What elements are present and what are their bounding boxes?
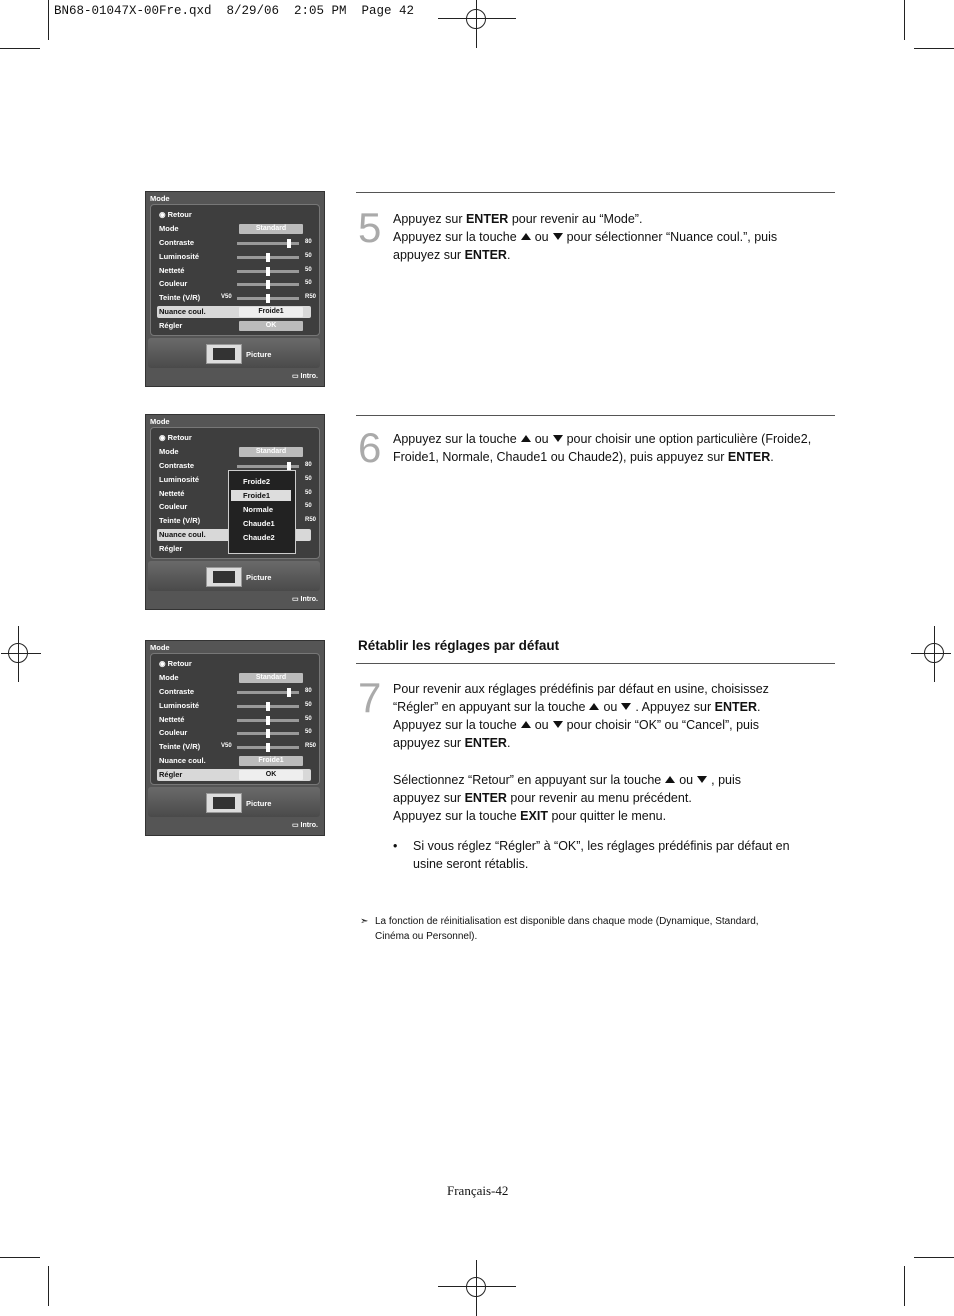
luminosite-value: 50 — [305, 253, 312, 259]
dropdown-option[interactable]: Normale — [243, 505, 274, 514]
section-heading: Rétablir les réglages par défaut — [358, 638, 560, 653]
teinte-v: V50 — [221, 294, 232, 300]
menu-luminosite[interactable]: Luminosité — [159, 475, 200, 484]
step-number: 6 — [358, 424, 382, 471]
regler-value: OK — [239, 321, 303, 331]
couleur-value: 50 — [305, 280, 312, 286]
menu-retour[interactable]: ◉ Retour — [159, 210, 192, 219]
menu-regler[interactable]: Régler — [159, 770, 183, 779]
luminosite-value: 50 — [305, 476, 312, 482]
up-arrow-icon — [521, 435, 531, 442]
up-arrow-icon — [521, 233, 531, 240]
tv-menu-screen-1 — [145, 191, 325, 387]
note-arrow-icon: ➣ — [360, 916, 369, 927]
couleur-value: 50 — [305, 729, 312, 735]
menu-nettete[interactable]: Netteté — [159, 489, 185, 498]
menu-nuance[interactable]: Nuance coul. — [159, 530, 206, 539]
luminosite-value: 50 — [305, 702, 312, 708]
menu-teinte[interactable]: Teinte (V/R) — [159, 516, 201, 525]
crop-mark — [0, 1257, 40, 1258]
menu-title: Mode — [150, 643, 170, 652]
menu-couleur[interactable]: Couleur — [159, 728, 188, 737]
menu-retour[interactable]: ◉ Retour — [159, 659, 192, 668]
nettete-value: 50 — [305, 490, 312, 496]
menu-contraste[interactable]: Contraste — [159, 238, 195, 247]
mode-value: Standard — [239, 224, 303, 234]
picture-label: Picture — [246, 799, 272, 808]
picture-label: Picture — [246, 573, 272, 582]
crop-mark — [0, 48, 40, 49]
menu-title: Mode — [150, 194, 170, 203]
up-arrow-icon — [665, 776, 675, 783]
registration-mark-icon — [461, 1272, 491, 1302]
menu-mode[interactable]: Mode — [159, 673, 179, 682]
bullet: • — [393, 839, 398, 853]
tv-menu-screen-2 — [145, 414, 325, 610]
regler-value: OK — [239, 770, 303, 780]
picture-label: Picture — [246, 350, 272, 359]
menu-regler[interactable]: Régler — [159, 544, 183, 553]
crop-mark — [48, 0, 49, 40]
dropdown-option[interactable]: Chaude1 — [243, 519, 275, 528]
crop-mark — [904, 0, 905, 40]
down-arrow-icon — [553, 721, 563, 728]
menu-nuance[interactable]: Nuance coul. — [159, 307, 206, 316]
crop-mark — [914, 48, 954, 49]
menu-title: Mode — [150, 417, 170, 426]
registration-mark-icon — [3, 638, 33, 668]
menu-couleur[interactable]: Couleur — [159, 279, 188, 288]
contraste-value: 80 — [305, 239, 312, 245]
down-arrow-icon — [697, 776, 707, 783]
page-number: Français-42 — [447, 1183, 509, 1198]
down-arrow-icon — [553, 435, 563, 442]
nuance-value: Froide1 — [239, 307, 303, 317]
section-rule — [356, 192, 835, 193]
menu-retour[interactable]: ◉ Retour — [159, 433, 192, 442]
menu-contraste[interactable]: Contraste — [159, 461, 195, 470]
nettete-value: 50 — [305, 716, 312, 722]
nuance-value: Froide1 — [239, 756, 303, 766]
crop-mark — [48, 1266, 49, 1306]
menu-luminosite[interactable]: Luminosité — [159, 701, 200, 710]
dropdown-option-selected[interactable]: Froide1 — [231, 490, 291, 501]
menu-regler[interactable]: Régler — [159, 321, 183, 330]
tv-icon — [206, 344, 242, 364]
crop-mark — [904, 1266, 905, 1306]
up-arrow-icon — [521, 721, 531, 728]
teinte-r: R50 — [305, 743, 317, 749]
section-rule — [356, 663, 835, 664]
tv-icon — [206, 793, 242, 813]
dropdown-option[interactable]: Froide2 — [243, 477, 271, 486]
menu-nettete[interactable]: Netteté — [159, 266, 185, 275]
teinte-v: V50 — [221, 743, 232, 749]
teinte-r: R50 — [305, 294, 317, 300]
down-arrow-icon — [553, 233, 563, 240]
step-number: 7 — [358, 674, 382, 721]
intro-label: ▭ Intro. — [291, 373, 318, 380]
menu-mode[interactable]: Mode — [159, 447, 179, 456]
tv-icon — [206, 567, 242, 587]
step6-text: Appuyez sur la touche ou pour choisir une option particulière (Froide2, Froide1, Normale, Chaude1 ou Chaude2), puis appuyez sur ENTER. — [393, 432, 812, 464]
tv-menu-screen-3 — [145, 640, 325, 836]
menu-mode[interactable]: Mode — [159, 224, 179, 233]
up-arrow-icon — [589, 703, 599, 710]
file-header: BN68-01047X-00Fre.qxd 8/29/06 2:05 PM Page 42 — [54, 4, 415, 18]
nettete-value: 50 — [305, 267, 312, 273]
intro-label: ▭ Intro. — [291, 822, 318, 829]
contraste-value: 80 — [305, 462, 312, 468]
registration-mark-icon — [919, 638, 949, 668]
step-number: 5 — [358, 204, 382, 251]
section-rule — [356, 415, 835, 416]
couleur-value: 50 — [305, 503, 312, 509]
nuance-dropdown[interactable] — [228, 470, 296, 554]
teinte-r: R50 — [305, 517, 317, 523]
dropdown-option[interactable]: Chaude2 — [243, 533, 275, 542]
registration-mark-icon — [461, 4, 491, 34]
down-arrow-icon — [621, 703, 631, 710]
step5-text: Appuyez sur ENTER pour revenir au “Mode”. Appuyez sur la touche ou pour sélectionner “Nuance coul.”, puis appuyez sur ENTER. — [393, 212, 778, 262]
menu-teinte[interactable]: Teinte (V/R) — [159, 293, 201, 302]
mode-value: Standard — [239, 673, 303, 683]
menu-couleur[interactable]: Couleur — [159, 502, 188, 511]
menu-luminosite[interactable]: Luminosité — [159, 252, 200, 261]
menu-nuance[interactable]: Nuance coul. — [159, 756, 206, 765]
mode-value: Standard — [239, 447, 303, 457]
menu-contraste[interactable]: Contraste — [159, 687, 195, 696]
contraste-value: 80 — [305, 688, 312, 694]
menu-nettete[interactable]: Netteté — [159, 715, 185, 724]
crop-mark — [914, 1257, 954, 1258]
menu-teinte[interactable]: Teinte (V/R) — [159, 742, 201, 751]
step7-text: Pour revenir aux réglages prédéfinis par défaut en usine, choisissez “Régler” en appuyant sur la touche ou . Appuyez sur ENTER. Appuyez sur la touche ou pour choisir “OK” ou “Cancel”, puis appuyez sur ENTER. Sélectionnez “Retour” en appuyant sur la touche ou , puis appuyez sur ENTER pour revenir au menu précédent. Appuyez sur la touche EXIT pour quitter le menu. • Si vous réglez “Régler” à “OK”, les réglages prédéfinis par défaut en usine seront rétablis. — [393, 682, 790, 871]
note: ➣ La fonction de réinitialisation est disponible dans chaque mode (Dynamique, Standard, Cinéma ou Personnel). — [360, 916, 759, 942]
intro-label: ▭ Intro. — [291, 596, 318, 603]
